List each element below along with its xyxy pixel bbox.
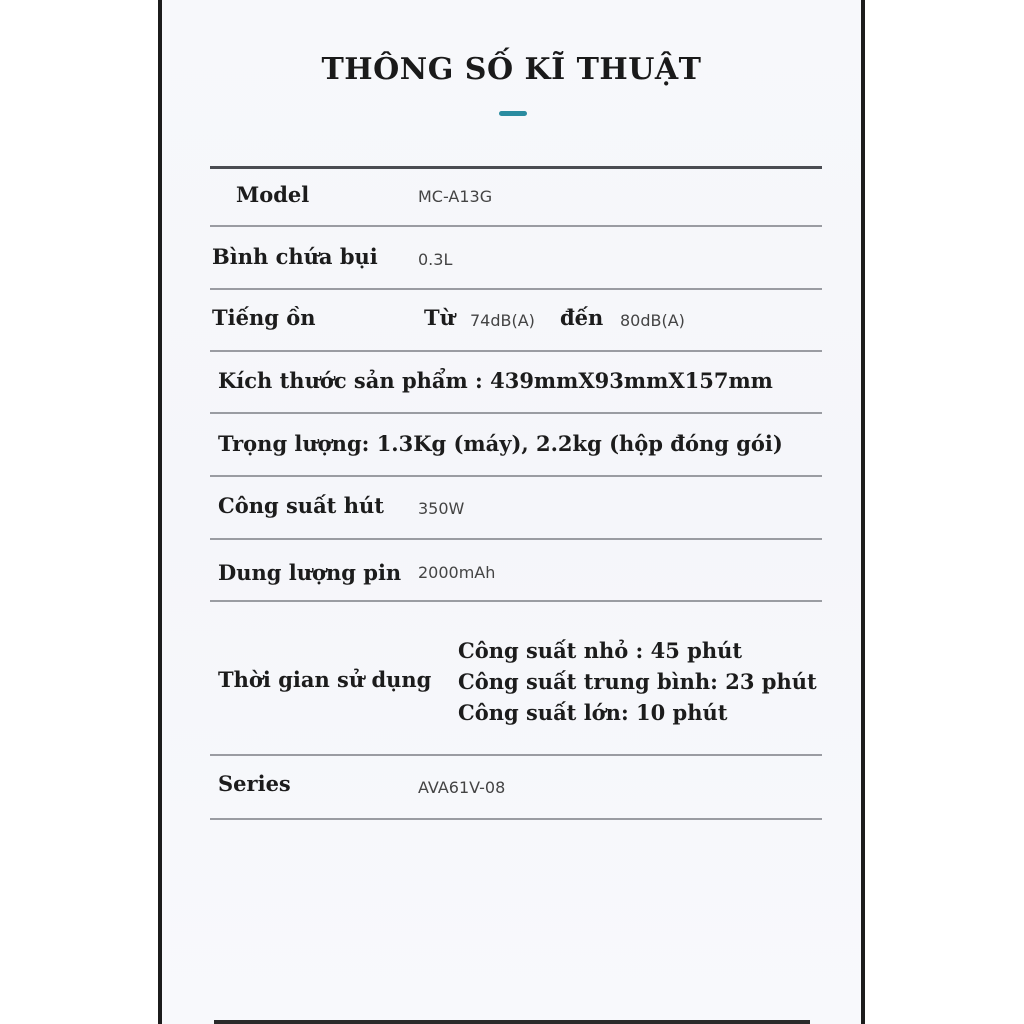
series-value: AVA61V-08 bbox=[418, 778, 506, 797]
title-accent-bar bbox=[499, 111, 527, 116]
row-divider bbox=[210, 350, 822, 352]
table-bottom-rule bbox=[210, 818, 822, 820]
dimensions-text: Kích thước sản phẩm : 439mmX93mmX157mm bbox=[218, 368, 773, 393]
battery-capacity-value: 2000mAh bbox=[418, 563, 496, 582]
runtime-low-power: Công suất nhỏ : 45 phút bbox=[458, 638, 743, 663]
runtime-medium-power: Công suất trung bình: 23 phút bbox=[458, 669, 817, 694]
row-divider bbox=[210, 225, 822, 227]
panel-bottom-border bbox=[214, 1020, 810, 1024]
runtime-high-power: Công suất lớn: 10 phút bbox=[458, 700, 728, 725]
suction-power-value: 350W bbox=[418, 499, 465, 518]
dust-container-label: Bình chứa bụi bbox=[212, 244, 378, 269]
row-divider bbox=[210, 754, 822, 756]
page-title: THÔNG SỐ KĨ THUẬT bbox=[321, 52, 702, 87]
row-divider bbox=[210, 538, 822, 540]
spec-sheet-panel bbox=[158, 0, 865, 1024]
row-divider bbox=[210, 475, 822, 477]
series-label: Series bbox=[218, 771, 291, 796]
model-label: Model bbox=[236, 182, 310, 207]
dust-container-value: 0.3L bbox=[418, 250, 453, 269]
battery-capacity-label: Dung lượng pin bbox=[218, 560, 402, 585]
runtime-label: Thời gian sử dụng bbox=[218, 667, 432, 692]
noise-from-word: Từ bbox=[424, 305, 455, 330]
suction-power-label: Công suất hút bbox=[218, 493, 384, 518]
weight-text: Trọng lượng: 1.3Kg (máy), 2.2kg (hộp đóng gói) bbox=[218, 431, 783, 456]
row-divider bbox=[210, 600, 822, 602]
table-top-rule bbox=[210, 166, 822, 169]
noise-from-value: 74dB(A) bbox=[470, 311, 535, 330]
row-divider bbox=[210, 412, 822, 414]
noise-to-word: đến bbox=[560, 305, 604, 330]
row-divider bbox=[210, 288, 822, 290]
model-value: MC-A13G bbox=[418, 187, 493, 206]
noise-label: Tiếng ồn bbox=[212, 305, 316, 330]
noise-to-value: 80dB(A) bbox=[620, 311, 685, 330]
